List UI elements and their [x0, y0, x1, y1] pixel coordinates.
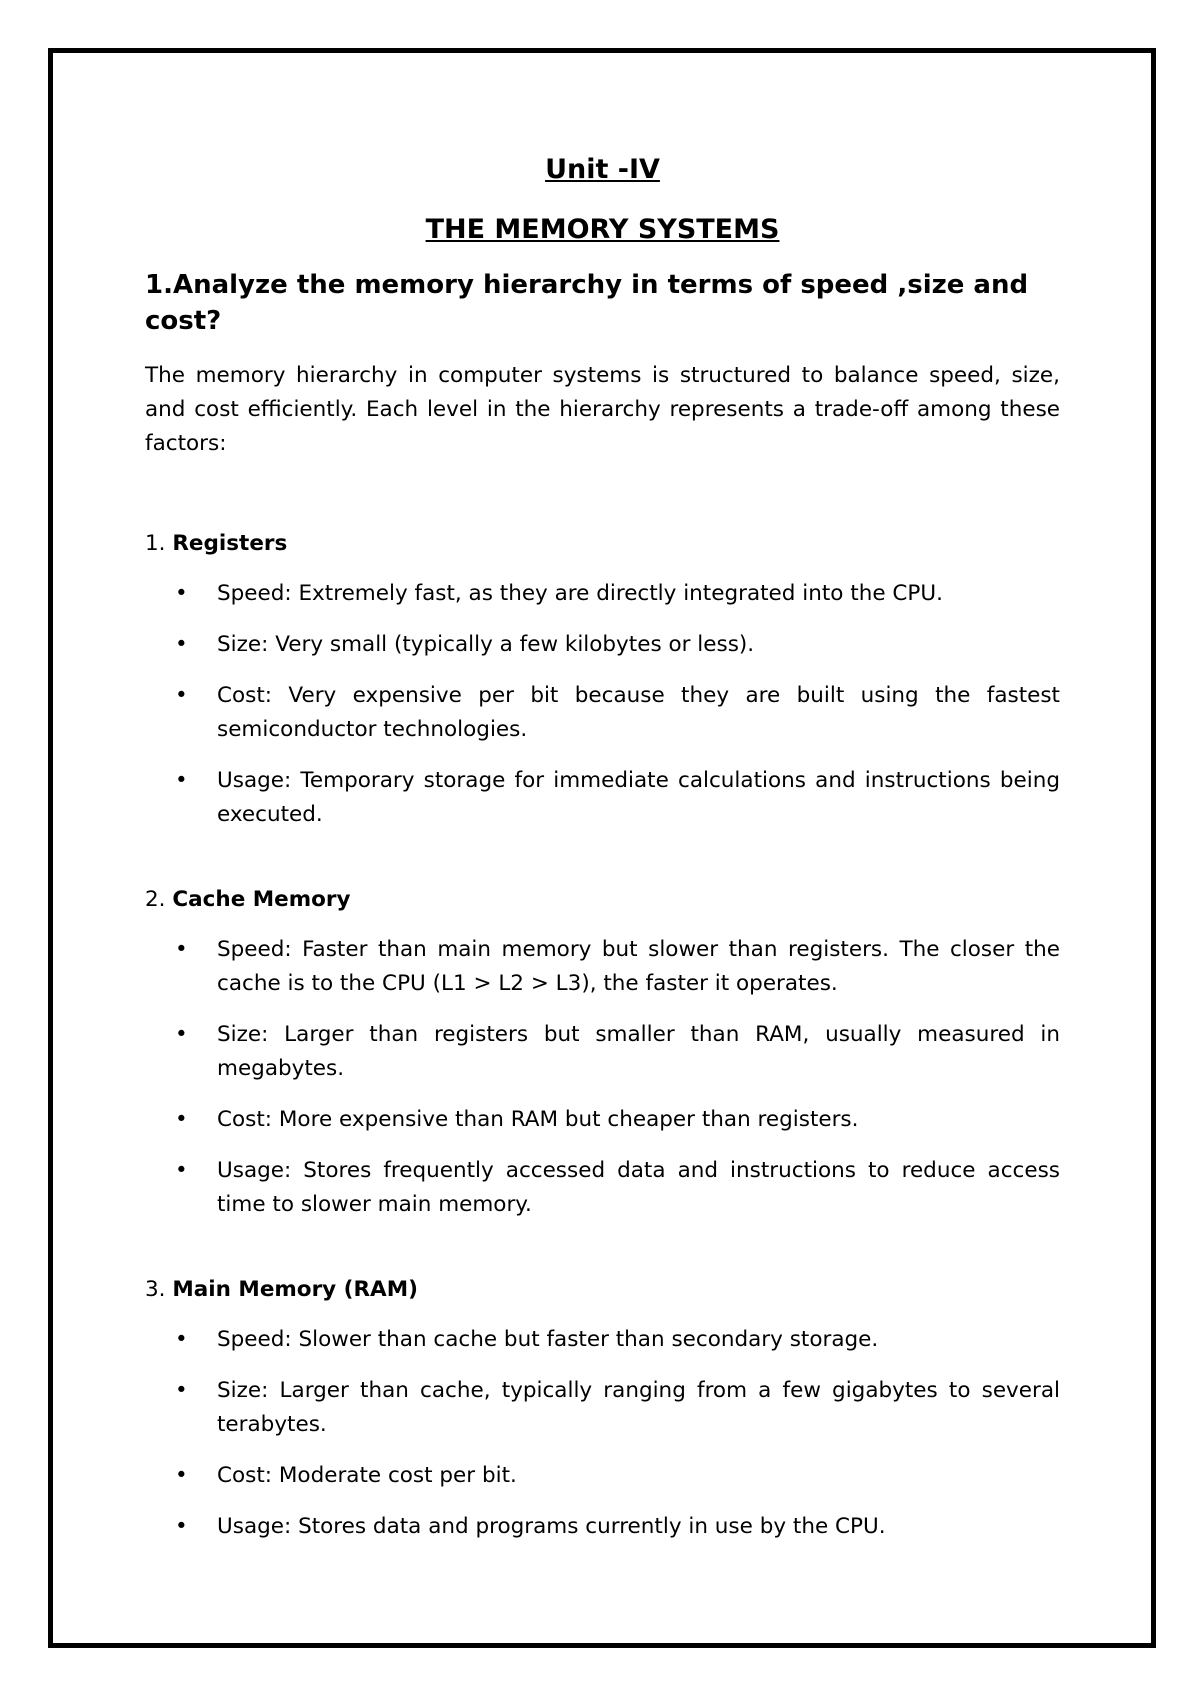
- unit-title: Unit -IV: [545, 154, 660, 185]
- list-item-text: Cost: More expensive than RAM but cheaper than registers.: [217, 1107, 859, 1132]
- question-heading: 1.Analyze the memory hierarchy in terms of speed ,size and cost?: [145, 270, 1029, 336]
- bullet-list: [145, 933, 1060, 1222]
- list-item: [175, 1103, 1060, 1137]
- main-title: THE MEMORY SYSTEMS: [425, 214, 780, 245]
- list-item-text: Size: Larger than cache, typically ranging from a few gigabytes to several terabytes.: [217, 1378, 1060, 1437]
- bullet-icon: •: [175, 1463, 188, 1488]
- list-item-text: Size: Larger than registers but smaller than RAM, usually measured in megabytes.: [217, 1022, 1060, 1081]
- intro-paragraph: The memory hierarchy in computer systems is structured to balance speed, size, and cost efficiently. Each level in the hierarchy represents a trade-off among these factors:: [145, 363, 1060, 456]
- bullet-icon: •: [175, 1327, 188, 1352]
- bullet-list: [145, 1323, 1060, 1544]
- list-item-text: Usage: Stores frequently accessed data and instructions to reduce access time to slower main memory.: [217, 1158, 1060, 1217]
- list-item: [175, 679, 1060, 747]
- section-registers: [145, 529, 1060, 832]
- list-item-text: Speed: Extremely fast, as they are directly integrated into the CPU.: [217, 581, 943, 606]
- section-heading: [145, 885, 1060, 915]
- section-title: Cache Memory: [172, 887, 351, 912]
- bullet-icon: •: [175, 1514, 188, 1539]
- list-item: [175, 764, 1060, 832]
- bullet-icon: •: [175, 1158, 188, 1183]
- bullet-icon: •: [175, 581, 188, 606]
- bullet-icon: •: [175, 632, 188, 657]
- list-item: [175, 1154, 1060, 1222]
- list-item: [175, 577, 1060, 611]
- list-item: [175, 1510, 1060, 1544]
- section-main-memory: [145, 1275, 1060, 1544]
- section-number: 1.: [145, 531, 166, 556]
- bullet-icon: •: [175, 1378, 188, 1403]
- bullet-icon: •: [175, 937, 188, 962]
- section-title: Registers: [172, 531, 288, 556]
- list-item: [175, 1374, 1060, 1442]
- section-heading: [145, 529, 1060, 559]
- list-item-text: Speed: Faster than main memory but slower than registers. The closer the cache is to the CPU (L1 > L2 > L3), the faster it operates.: [217, 937, 1060, 996]
- bullet-list: [145, 577, 1060, 832]
- list-item-text: Size: Very small (typically a few kilobytes or less).: [217, 632, 755, 657]
- list-item-text: Cost: Very expensive per bit because they are built using the fastest semiconductor technologies.: [217, 683, 1060, 742]
- section-heading: [145, 1275, 1060, 1305]
- list-item-text: Speed: Slower than cache but faster than secondary storage.: [217, 1327, 879, 1352]
- section-cache-memory: [145, 885, 1060, 1222]
- list-item-text: Cost: Moderate cost per bit.: [217, 1463, 517, 1488]
- list-item-text: Usage: Temporary storage for immediate calculations and instructions being executed.: [217, 768, 1060, 827]
- list-item: [175, 1323, 1060, 1357]
- list-item-text: Usage: Stores data and programs currently in use by the CPU.: [217, 1514, 886, 1539]
- bullet-icon: •: [175, 1022, 188, 1047]
- document-body: [145, 150, 1060, 1561]
- list-item: [175, 1459, 1060, 1493]
- section-number: 3.: [145, 1277, 166, 1302]
- list-item: [175, 1018, 1060, 1086]
- list-item: [175, 628, 1060, 662]
- bullet-icon: •: [175, 768, 188, 793]
- bullet-icon: •: [175, 683, 188, 708]
- list-item: [175, 933, 1060, 1001]
- section-number: 2.: [145, 887, 166, 912]
- bullet-icon: •: [175, 1107, 188, 1132]
- section-title: Main Memory (RAM): [172, 1277, 418, 1302]
